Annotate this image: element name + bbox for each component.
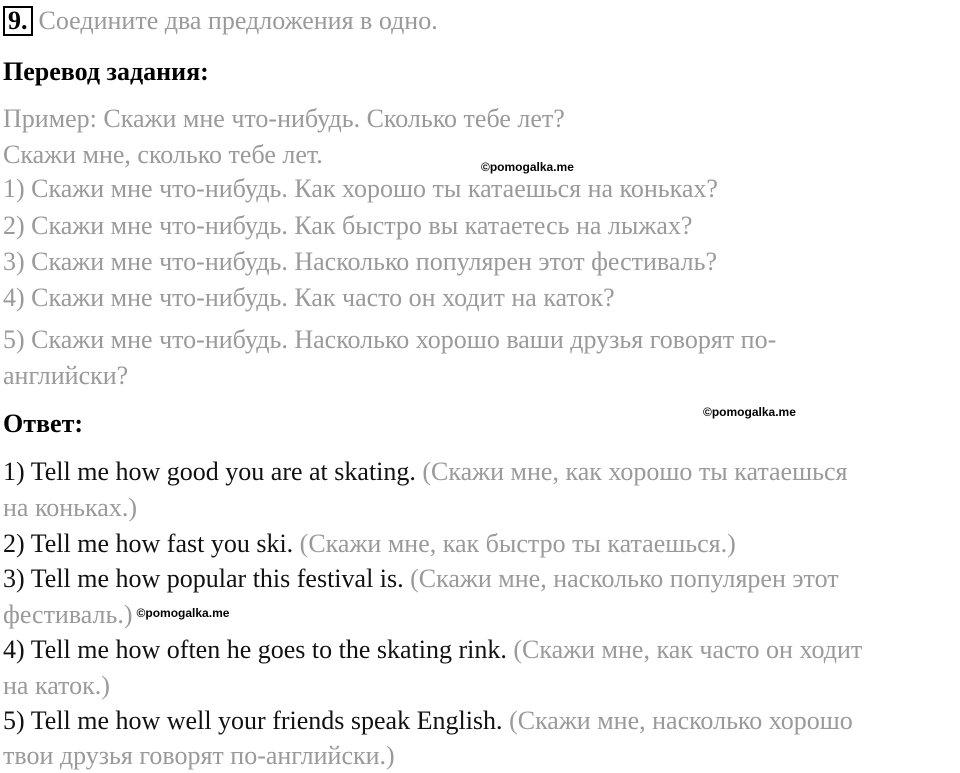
answer-item-3-cont xyxy=(3,596,229,632)
task-number: 9. xyxy=(3,6,33,36)
answer-item-1-cont: на коньках.) xyxy=(3,493,137,522)
answer-item-2 xyxy=(3,526,736,561)
answer-item-5 xyxy=(3,703,853,738)
answer-russian: (Скажи мне, как быстро ты катаешься.) xyxy=(299,529,736,558)
answer-english: 1) Tell me how good you are at skating. xyxy=(3,457,416,486)
answer-item-4 xyxy=(3,632,862,667)
answer-english: 2) Tell me how fast you ski. xyxy=(3,529,294,558)
answer-heading: Ответ: xyxy=(3,409,84,438)
answer-item-5-cont: твои друзья говорят по-английски.) xyxy=(3,741,395,770)
task-instruction: Соедините два предложения в одно. xyxy=(38,6,438,35)
answer-english: 5) Tell me how well your friends speak English. xyxy=(3,706,503,735)
translation-item-4: 4) Скажи мне что-нибудь. Как часто он ходит на каток? xyxy=(3,283,615,312)
translation-item-2: 2) Скажи мне что-нибудь. Как быстро вы катаетесь на лыжах? xyxy=(3,211,693,240)
answer-english: 3) Tell me how popular this festival is. xyxy=(3,564,404,593)
translation-example: Пример: Скажи мне что-нибудь. Сколько тебе лет? xyxy=(3,104,565,133)
translation-item-5-cont: английски? xyxy=(3,361,129,390)
answer-russian: фестиваль.) xyxy=(3,600,133,629)
translation-example-answer: Скажи мне, сколько тебе лет. xyxy=(3,140,323,169)
answer-russian: (Скажи мне, насколько хорошо xyxy=(509,706,853,735)
watermark: ©pomogalka.me xyxy=(481,160,574,174)
answer-english: 4) Tell me how often he goes to the skating rink. xyxy=(3,635,507,664)
watermark: ©pomogalka.me xyxy=(136,606,230,620)
translation-item-3: 3) Скажи мне что-нибудь. Насколько популярен этот фестиваль? xyxy=(3,247,717,276)
answer-item-1 xyxy=(3,454,847,489)
task-header xyxy=(3,3,438,38)
watermark: ©pomogalka.me xyxy=(703,405,796,419)
translation-heading: Перевод задания: xyxy=(3,57,209,86)
answer-russian: (Скажи мне, как часто он ходит xyxy=(513,635,863,664)
answer-russian: (Скажи мне, насколько популярен этот xyxy=(410,564,839,593)
translation-item-1: 1) Скажи мне что-нибудь. Как хорошо ты катаешься на коньках? xyxy=(3,174,718,203)
translation-item-5: 5) Скажи мне что-нибудь. Насколько хорошо ваши друзья говорят по- xyxy=(3,325,777,354)
answer-russian: (Скажи мне, как хорошо ты катаешься xyxy=(422,457,848,486)
answer-item-4-cont: на каток.) xyxy=(3,671,110,700)
answer-item-3 xyxy=(3,561,839,596)
